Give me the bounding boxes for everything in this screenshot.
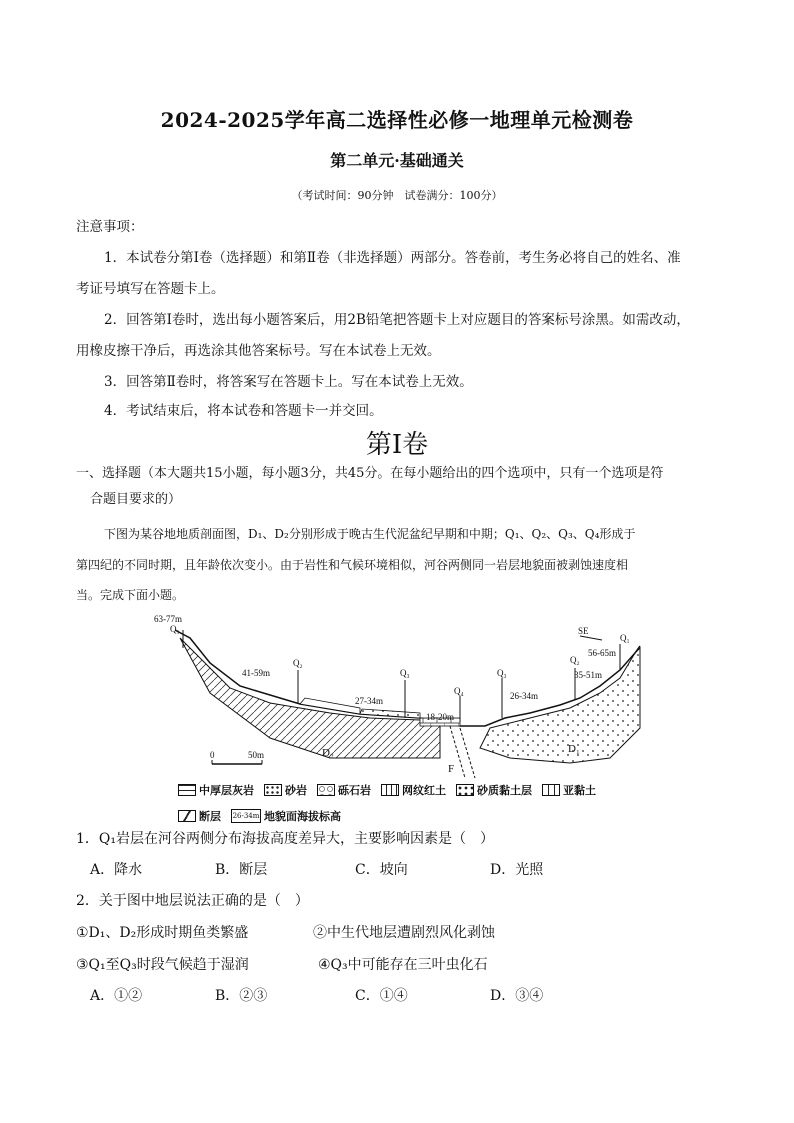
q2-option-a[interactable]: A．①② (90, 988, 143, 1004)
legend-item-subclay: 亚黏土 (542, 782, 596, 798)
subclay-swatch-icon (542, 784, 560, 796)
limestone-swatch-icon (178, 784, 196, 796)
note-1b: 考证号填写在答题卡上。 (76, 281, 225, 297)
passage-line2: 第四纪的不同时期，且年龄依次变小。由于岩性和气候环境相似，河谷两侧同一岩层地貌面被剥蚀速度相 (76, 558, 629, 572)
label-q2-right: Q₂ (570, 655, 580, 665)
question-1-stem: 1．Q₁岩层在河谷两侧分布海拔高度差异大，主要影响因素是（ ） (76, 831, 494, 847)
section-title: 第Ⅰ卷 (365, 430, 429, 460)
label-q2-left: Q₂ (293, 658, 303, 668)
legend-item-sandy-clay: 砂质黏土层 (456, 782, 532, 798)
q1-option-d[interactable]: D．光照 (490, 862, 544, 878)
note-4: 4．考试结束后，将本试卷和答题卡一并交回。 (104, 403, 383, 419)
q2-statement-2: ②中生代地层遭剧烈风化剥蚀 (313, 925, 495, 941)
label-q3-right-alt: 26-34m (510, 691, 538, 701)
note-2b: 用橡皮擦干净后，再选涂其他答案标号。写在本试卷上无效。 (76, 343, 441, 359)
label-scale-start: 0 (210, 750, 215, 760)
part-heading-line1: 一、选择题（本大题共15小题，每小题3分，共45分。在每小题给出的四个选项中，只有一个选项是符 (76, 466, 664, 481)
note-3: 3．回答第Ⅱ卷时，将答案写在答题卡上。写在本试卷上无效。 (104, 374, 473, 390)
fault-swatch-icon (178, 810, 196, 822)
label-d1: D₁ (568, 743, 580, 755)
q1-option-c[interactable]: C．坡向 (355, 862, 408, 878)
note-1a: 1．本试卷分第Ⅰ卷（选择题）和第Ⅱ卷（非选择题）两部分。答卷前，考生务必将自己的姓名、准 (104, 250, 681, 266)
label-q4: Q₄ (454, 686, 464, 696)
red-clay-swatch-icon (381, 784, 399, 796)
label-q2-left-alt: 41-59m (242, 668, 270, 678)
legend-item-fault: 断层 (178, 808, 221, 824)
label-d2: D₂ (322, 747, 334, 759)
legend-item-red-clay: 网纹红土 (381, 782, 446, 798)
passage-line3: 当。完成下面小题。 (76, 588, 185, 602)
question-2-stem: 2．关于图中地层说法正确的是（ ） (76, 893, 309, 909)
label-q4-alt: 18-20m (426, 712, 454, 722)
legend-item-sandstone: 砂岩 (264, 782, 307, 798)
q2-option-c[interactable]: C．①④ (355, 988, 408, 1004)
legend-item-limestone: 中厚层灰岩 (178, 782, 254, 798)
label-fault: F (448, 763, 455, 775)
notes-heading: 注意事项： (76, 219, 144, 235)
q2-option-d[interactable]: D．③④ (490, 988, 544, 1004)
legend-item-elevation: 26-34m 地貌面海拔标高 (232, 810, 341, 823)
passage-line1: 下图为某谷地地质剖面图，D₁、D₂分别形成于晚古生代泥盆纪早期和中期；Q₁、Q₂、Q₃、Q₄形成于 (104, 527, 636, 541)
part-heading-line2: 合题目要求的） (90, 492, 182, 507)
label-q3-left-alt: 27-34m (355, 696, 383, 706)
exam-subtitle: 第二单元·基础通关 (330, 151, 464, 170)
label-direction: SE (578, 626, 589, 636)
label-q1-right-alt: 56-65m (588, 648, 616, 658)
q2-statement-4: ④Q₃中可能存在三叶虫化石 (318, 957, 488, 973)
exam-info: （考试时间：90分钟 试卷满分：100分） (291, 189, 503, 202)
label-q3-left: Q₃ (400, 668, 410, 678)
label-q2-right-alt: 35-51m (574, 670, 602, 680)
conglomerate-swatch-icon (317, 784, 335, 796)
elevation-marker-icon: 26-34m (231, 809, 261, 823)
sandstone-swatch-icon (264, 784, 282, 796)
label-q1-right: Q₁ (620, 633, 630, 643)
q1-option-a[interactable]: A．降水 (90, 862, 143, 878)
q2-statement-1: ①D₁、D₂形成时期鱼类繁盛 (76, 925, 249, 941)
sandy-clay-swatch-icon (456, 784, 474, 796)
label-scale-end: 50m (248, 750, 265, 760)
label-q1-left: Q₁ (170, 624, 180, 634)
label-q3-right: Q₃ (497, 668, 507, 678)
exam-title: 2024-2025学年高二选择性必修一地理单元检测卷 (160, 108, 634, 132)
q2-statement-3: ③Q₁至Q₃时段气候趋于湿润 (76, 957, 249, 973)
figure-legend (178, 782, 618, 824)
q1-option-b[interactable]: B．断层 (215, 862, 268, 878)
note-2a: 2．回答第Ⅰ卷时，选出每小题答案后，用2B铅笔把答题卡上对应题目的答案标号涂黑。如需改动， (104, 312, 690, 328)
legend-item-conglomerate: 砾石岩 (317, 782, 371, 798)
q2-option-b[interactable]: B．②③ (215, 988, 268, 1004)
label-q1-left-alt: 63-77m (154, 614, 182, 624)
